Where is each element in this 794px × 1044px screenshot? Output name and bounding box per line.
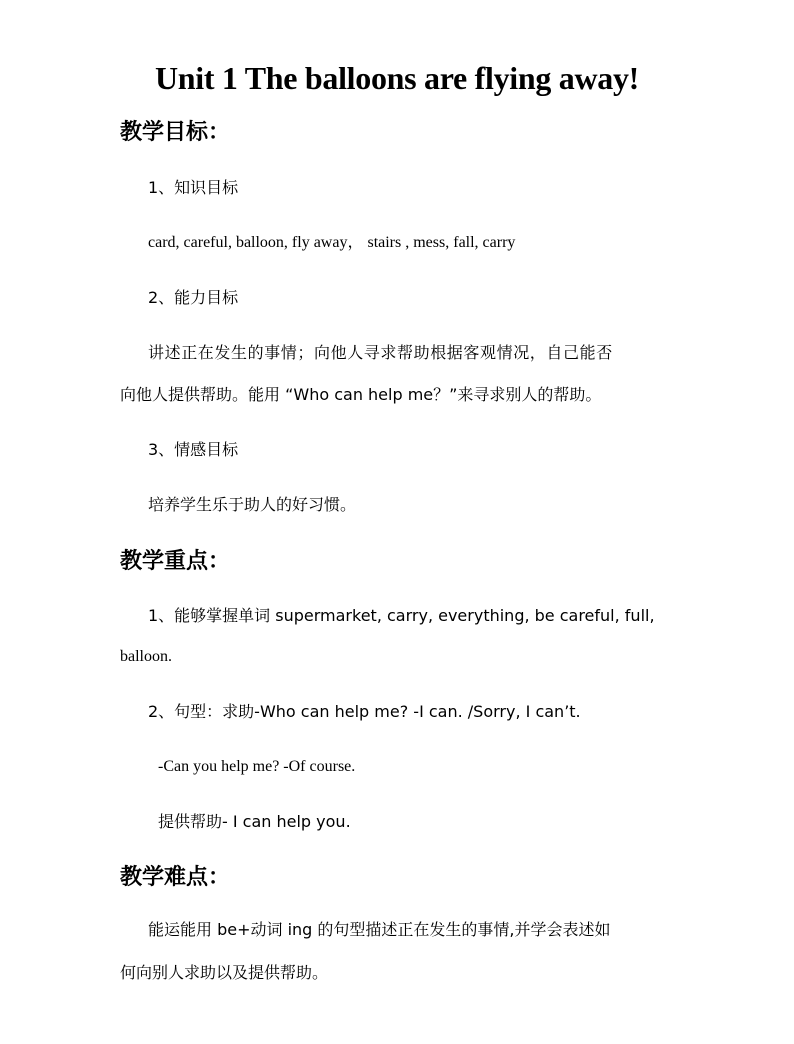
difficulties-text-line-2: 何向别人求助以及提供帮助。 [120, 963, 329, 982]
key-point-2-line-1: 2、句型：求助-Who can help me? -I can. /Sorry, I can’t. [148, 702, 581, 721]
key-point-1-line-2: balloon. [120, 648, 172, 665]
knowledge-label: 1、知识目标 [148, 178, 239, 197]
ability-text-line-1: 讲述正在发生的事情；向他人寻求帮助根据客观情况，自己能否 [148, 343, 613, 362]
document-title: Unit 1 The balloons are flying away! [154, 60, 640, 96]
key-point-1-line-1: 1、能够掌握单词 supermarket, carry, everything, be careful, full, [148, 606, 655, 625]
ability-label: 2、能力目标 [148, 288, 239, 307]
ability-text-line-2: 向他人提供帮助。能用 “Who can help me？”来寻求别人的帮助。 [120, 385, 602, 404]
key-point-2-line-3: 提供帮助- I can help you. [158, 812, 351, 831]
emotion-text: 培养学生乐于助人的好习惯。 [148, 495, 357, 514]
key-point-2-line-2: -Can you help me? -Of course. [158, 758, 356, 775]
emotion-label: 3、情感目标 [148, 440, 239, 459]
key-points-heading: 教学重点： [120, 549, 231, 574]
difficulties-text-line-1: 能运能用 be+动词 ing 的句型描述正在发生的事情,并学会表述如 [148, 920, 611, 939]
objectives-heading: 教学目标： [120, 120, 231, 145]
knowledge-words: card, careful, balloon, fly away， stairs , mess, fall, carry [148, 234, 516, 251]
difficulties-heading: 教学难点： [120, 865, 231, 890]
